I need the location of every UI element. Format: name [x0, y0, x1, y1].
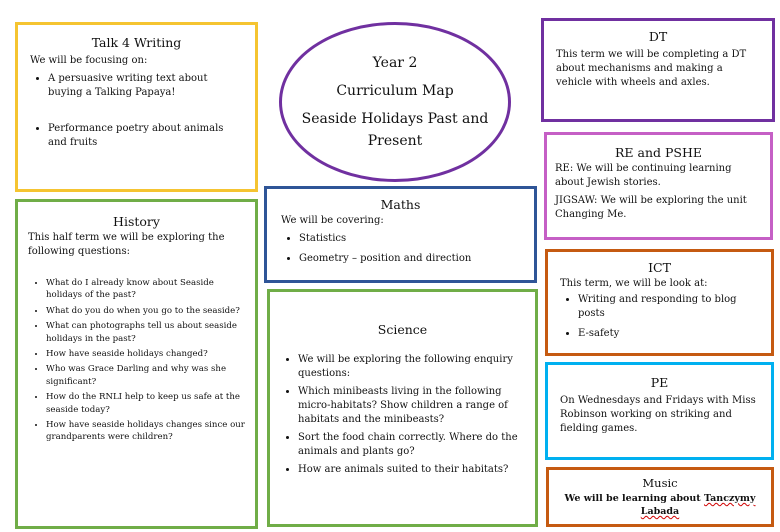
history-box: [15, 199, 258, 529]
ict-list: [560, 293, 759, 341]
maths-list: [281, 232, 520, 266]
list-item: • What can photographs tell us about seaside holidays in the past?: [46, 320, 245, 345]
list-item: • Writing and responding to blog posts: [578, 293, 759, 321]
talk4writing-list: [30, 72, 243, 150]
list-item: • Who was Grace Darling and why was she significant?: [46, 363, 245, 388]
music-box: [546, 467, 774, 527]
re-text: RE: We will be continuing learning about Jewish stories.: [555, 163, 732, 188]
pe-title: PE: [650, 375, 669, 390]
music-song-name: Tanczymy Labada: [640, 493, 756, 517]
list-item: • E-safety: [578, 327, 759, 341]
list-item: • Sort the food chain correctly. Where do the animals and plants go?: [298, 431, 525, 459]
title-oval: [279, 22, 511, 182]
music-text: [557, 492, 763, 518]
science-list: [280, 353, 525, 477]
list-item: • How are animals suited to their habitats?: [298, 463, 525, 477]
re-pshe-title: RE and PSHE: [615, 145, 702, 160]
ict-intro: This term, we will be look at:: [560, 278, 708, 289]
list-item: • A persuasive writing text about buying a Talking Papaya!: [48, 72, 243, 100]
history-intro: This half term we will be exploring the following questions:: [28, 232, 225, 257]
history-list: [28, 277, 245, 444]
list-item: • What do you do when you go to the seaside?: [46, 305, 245, 317]
maths-intro: We will be covering:: [281, 215, 384, 226]
list-item: • Statistics: [299, 232, 520, 246]
music-text-before: We will be learning about: [564, 493, 704, 504]
ict-title: ICT: [648, 260, 671, 275]
ict-box: [545, 249, 774, 356]
list-item: • Geometry – position and direction: [299, 252, 520, 266]
maths-title: Maths: [380, 197, 421, 212]
history-title: History: [113, 214, 160, 229]
list-item: • Which minibeasts living in the following micro-habitats? Show children a range of habitats and the minibeasts?: [298, 385, 525, 427]
list-item: • We will be exploring the following enquiry questions:: [298, 353, 525, 381]
talk4writing-title: Talk 4 Writing: [91, 35, 182, 50]
pe-text: On Wednesdays and Fridays with Miss Robinson working on striking and fielding games.: [560, 395, 756, 434]
list-item: • Performance poetry about animals and fruits: [48, 122, 243, 150]
music-title: Music: [642, 476, 678, 490]
re-pshe-box: [544, 132, 773, 240]
pe-box: [545, 362, 774, 460]
dt-box: [541, 18, 775, 122]
science-title: Science: [377, 322, 428, 337]
list-item: • How have seaside holidays changes since our grandparents were children?: [46, 419, 245, 444]
topic-title: Seaside Holidays Past and Present: [301, 111, 489, 149]
talk4writing-intro: We will be focusing on:: [30, 55, 148, 66]
dt-title: DT: [648, 29, 668, 44]
list-item: • What do I already know about Seaside holidays of the past?: [46, 277, 245, 302]
talk4writing-box: [15, 22, 258, 192]
science-box: [267, 289, 538, 527]
dt-text: This term we will be completing a DT about mechanisms and making a vehicle with wheels and axles.: [556, 49, 747, 88]
curriculum-map-label: Curriculum Map: [336, 83, 454, 99]
list-item: • How do the RNLI help to keep us safe at the seaside today?: [46, 391, 245, 416]
jigsaw-text: JIGSAW: We will be exploring the unit Changing Me.: [555, 195, 747, 220]
list-item: • How have seaside holidays changed?: [46, 348, 245, 360]
maths-box: [264, 186, 537, 283]
year-label: Year 2: [372, 55, 418, 71]
